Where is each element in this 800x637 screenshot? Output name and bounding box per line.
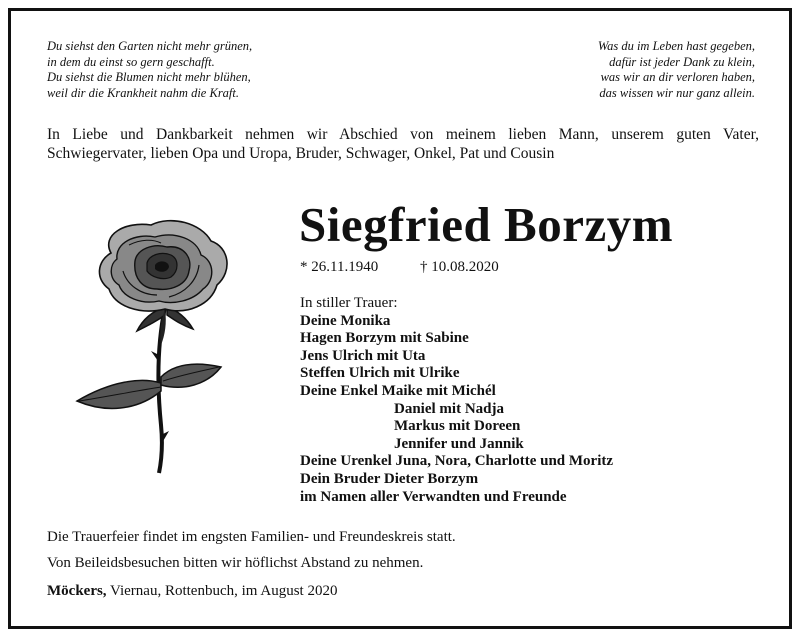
- mourner-line: Hagen Borzym mit Sabine: [300, 330, 469, 347]
- intro-line-2: Schwiegervater, lieben Opa und Uropa, Bruder, Schwager, Onkel, Pat und Cousin: [47, 145, 555, 162]
- mourner-line: Deine Urenkel Juna, Nora, Charlotte und Moritz: [300, 453, 614, 470]
- mourner-line: Markus mit Doreen: [394, 418, 521, 435]
- mourner-line: Deine Enkel Maike mit Michél: [300, 382, 496, 399]
- place-date: [47, 583, 337, 600]
- deceased-name: Siegfried Borzym: [299, 197, 674, 252]
- poem-right-line: dafür ist jeder Dank zu klein,: [609, 54, 755, 69]
- mourner-line: im Namen aller Verwandten und Freunde: [300, 488, 567, 505]
- life-dates: [300, 259, 499, 276]
- obituary-frame: [8, 8, 792, 629]
- mourner-line: Jennifer und Jannik: [394, 435, 524, 452]
- poem-right-line: Was du im Leben hast gegeben,: [597, 39, 755, 53]
- mourner-line: Deine Monika: [300, 312, 391, 329]
- mourners-lead: In stiller Trauer:: [300, 295, 398, 311]
- mourner-line: Jens Ulrich mit Uta: [300, 347, 426, 364]
- poem-right: [598, 39, 755, 101]
- death-date: † 10.08.2020: [419, 259, 499, 275]
- poem-left-line: in dem du einst so gern geschafft.: [47, 54, 215, 69]
- poem-left-line: weil dir die Krankheit nahm die Kraft.: [47, 85, 240, 100]
- intro-line-1: In Liebe und Dankbarkeit nehmen wir Abschied von meinem lieben Mann, unserem guten Vater,: [47, 126, 759, 143]
- place-rest: Viernau, Rottenbuch, im August 2020: [106, 583, 338, 599]
- poem-left: [47, 39, 252, 101]
- mourners-list: [300, 295, 613, 506]
- mourner-line: Daniel mit Nadja: [394, 400, 504, 417]
- mourner-line: Dein Bruder Dieter Borzym: [300, 470, 479, 487]
- poem-right-line: das wissen wir nur ganz allein.: [599, 85, 755, 100]
- rose-icon: [61, 215, 241, 475]
- place-main: Möckers,: [47, 583, 107, 599]
- poem-left-line: Du siehst die Blumen nicht mehr blühen,: [47, 70, 251, 84]
- intro-text: [47, 125, 759, 163]
- birth-date: * 26.11.1940: [300, 259, 379, 275]
- poem-right-line: was wir an dir verloren haben,: [600, 70, 755, 84]
- condolence-note: Von Beileidsbesuchen bitten wir höflichst Abstand zu nehmen.: [47, 555, 424, 571]
- funeral-note: Die Trauerfeier findet im engsten Familien- und Freundeskreis statt.: [47, 529, 456, 545]
- poem-left-line: Du siehst den Garten nicht mehr grünen,: [47, 39, 253, 53]
- mourner-line: Steffen Ulrich mit Ulrike: [300, 365, 460, 382]
